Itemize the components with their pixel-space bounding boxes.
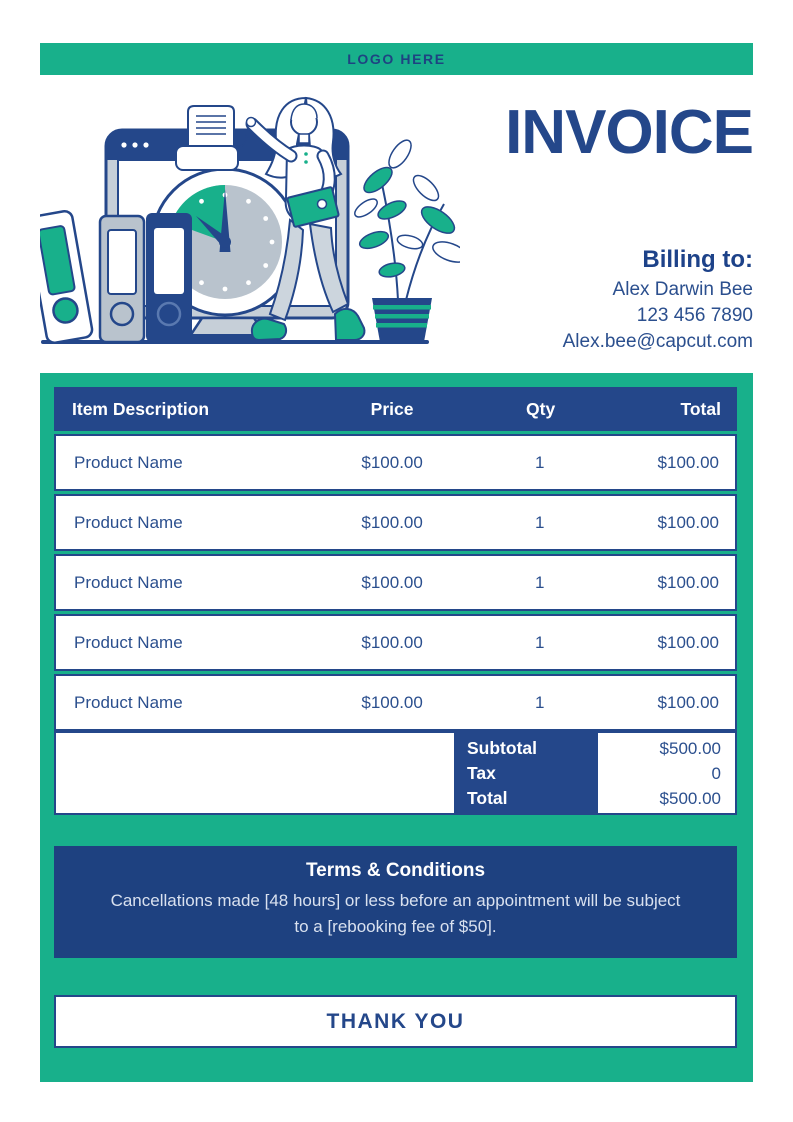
summary-row bbox=[54, 731, 737, 815]
cell-qty: 1 bbox=[535, 572, 545, 592]
table-row bbox=[54, 554, 737, 611]
cell-price: $100.00 bbox=[361, 572, 423, 592]
cell-total: $100.00 bbox=[657, 512, 719, 532]
cell-total: $100.00 bbox=[657, 632, 719, 652]
table-row bbox=[54, 494, 737, 551]
cell-total: $100.00 bbox=[657, 572, 719, 592]
terms-and-conditions-box bbox=[54, 846, 737, 958]
table-row bbox=[54, 434, 737, 491]
cell-qty: 1 bbox=[535, 632, 545, 652]
col-header-total: Total bbox=[680, 398, 721, 419]
summary-spacer bbox=[56, 733, 454, 813]
cell-price: $100.00 bbox=[361, 512, 423, 532]
cell-description: Product Name bbox=[74, 692, 183, 712]
subtotal-value: $500.00 bbox=[659, 738, 721, 758]
billing-name: Alex Darwin Bee bbox=[612, 279, 753, 300]
logo-placeholder-text: LOGO HERE bbox=[347, 51, 446, 67]
cell-description: Product Name bbox=[74, 632, 183, 652]
cell-description: Product Name bbox=[74, 572, 183, 592]
cell-price: $100.00 bbox=[361, 632, 423, 652]
items-table bbox=[54, 387, 737, 815]
plant-icon bbox=[352, 137, 460, 342]
logo-bar bbox=[40, 43, 753, 75]
billing-block bbox=[563, 246, 753, 355]
cell-qty: 1 bbox=[535, 452, 545, 472]
cell-total: $100.00 bbox=[657, 452, 719, 472]
summary-labels bbox=[454, 733, 598, 813]
subtotal-label: Subtotal bbox=[467, 737, 537, 758]
col-header-description: Item Description bbox=[72, 398, 210, 419]
col-header-price: Price bbox=[370, 398, 414, 419]
binders-icon bbox=[40, 210, 192, 344]
page-title: INVOICE bbox=[505, 98, 753, 167]
cell-description: Product Name bbox=[74, 512, 183, 532]
invoice-body-panel bbox=[40, 373, 753, 1082]
col-header-qty: Qty bbox=[526, 398, 556, 419]
thank-you-box bbox=[54, 995, 737, 1048]
summary-values bbox=[598, 733, 735, 813]
total-label: Total bbox=[467, 787, 508, 808]
terms-body: Cancellations made [48 hours] or less before an appointment will be subject to a [rebooking fee of $50]. bbox=[110, 891, 681, 936]
cell-price: $100.00 bbox=[361, 692, 423, 712]
table-header-row bbox=[54, 387, 737, 431]
cell-qty: 1 bbox=[535, 692, 545, 712]
billing-illustration bbox=[40, 92, 460, 352]
table-row bbox=[54, 614, 737, 671]
tax-value: 0 bbox=[711, 763, 721, 783]
cell-total: $100.00 bbox=[657, 692, 719, 712]
cell-description: Product Name bbox=[74, 452, 183, 472]
table-row bbox=[54, 674, 737, 731]
terms-title: Terms & Conditions bbox=[305, 860, 486, 881]
cell-qty: 1 bbox=[535, 512, 545, 532]
cell-price: $100.00 bbox=[361, 452, 423, 472]
billing-label: Billing to: bbox=[642, 246, 753, 273]
billing-email: Alex.bee@capcut.com bbox=[562, 331, 753, 352]
thank-you-text: THANK YOU bbox=[326, 1009, 465, 1033]
total-value: $500.00 bbox=[659, 788, 721, 808]
tax-label: Tax bbox=[467, 762, 496, 783]
billing-phone: 123 456 7890 bbox=[636, 305, 753, 326]
